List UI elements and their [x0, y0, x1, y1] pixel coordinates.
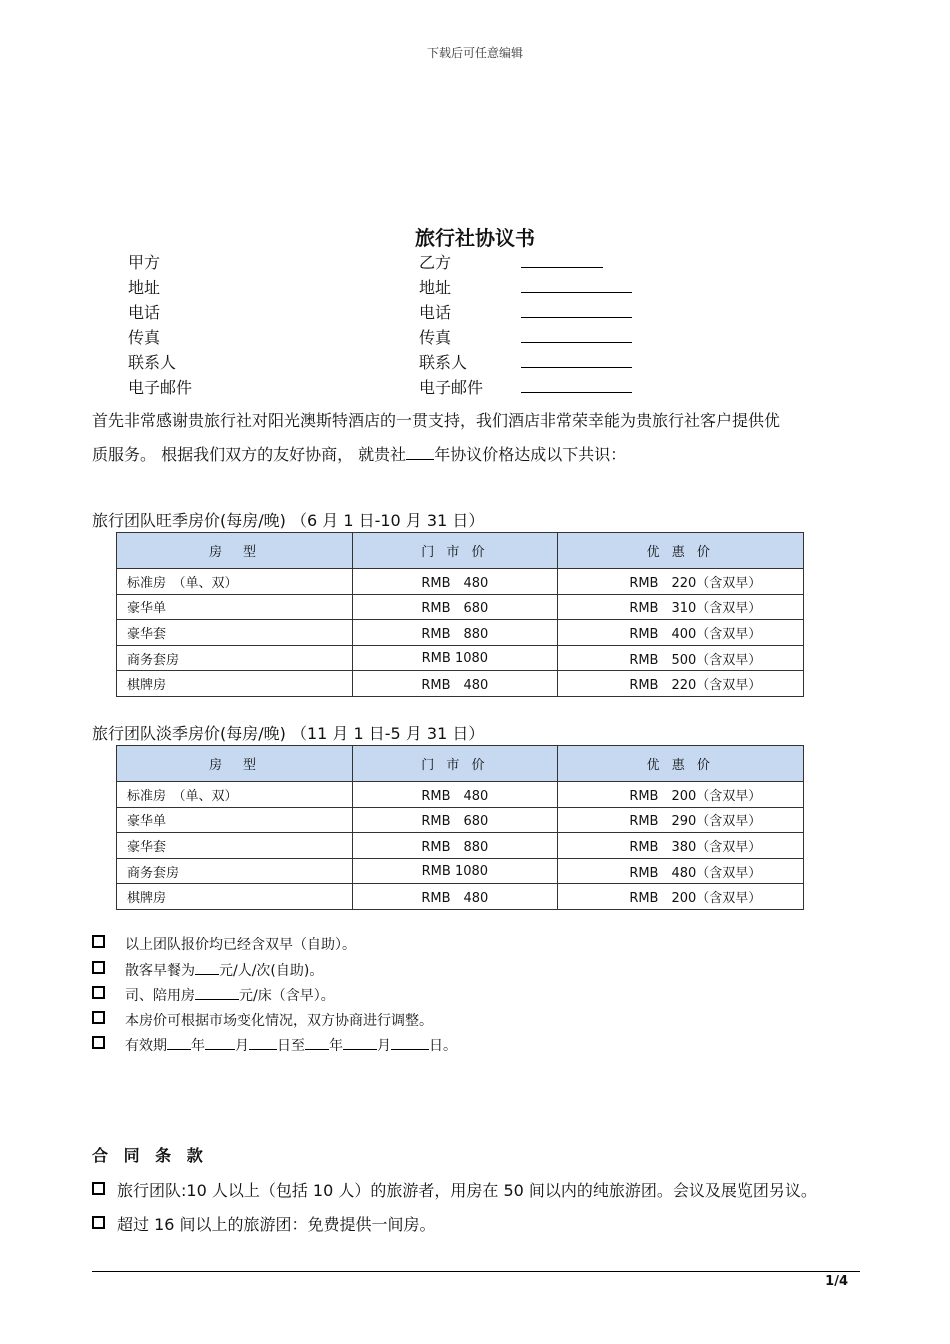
valid-from-year-blank[interactable]	[167, 1037, 191, 1050]
note-driver-room-label: 司、陪用房	[125, 988, 195, 1004]
party-b-address-blank[interactable]	[521, 292, 632, 293]
rack-rate-cell: RMB 480	[353, 884, 558, 910]
discount-rate-cell: RMB 220（含双早）	[557, 569, 803, 595]
room-type-cell: 商务套房	[117, 858, 353, 884]
checkbox-bullet-icon	[92, 1011, 105, 1024]
discount-rate-cell: RMB 500（含双早）	[557, 645, 803, 671]
month-label: 月	[377, 1038, 391, 1054]
header-room-type: 房 型	[117, 746, 353, 782]
discount-rate-cell: RMB 200（含双早）	[557, 782, 803, 808]
checkbox-bullet-icon	[92, 935, 105, 948]
note-walkin-breakfast-label: 散客早餐为	[125, 963, 195, 979]
discount-rate-cell: RMB 400（含双早）	[557, 620, 803, 646]
party-b-fax-label: 传真	[419, 328, 452, 347]
list-item	[92, 1178, 817, 1201]
party-a-contact-label: 联系人	[128, 353, 177, 372]
agreement-year-blank[interactable]	[406, 445, 434, 460]
day-to-label: 日至	[277, 1038, 305, 1054]
party-b-phone-label: 电话	[419, 303, 452, 322]
party-b-name-blank[interactable]	[521, 267, 603, 268]
party-b-contact-blank[interactable]	[521, 367, 632, 368]
rack-rate-cell: RMB 1080	[353, 858, 558, 884]
rack-rate-cell: RMB 680	[353, 807, 558, 833]
list-item	[92, 985, 335, 1005]
discount-rate-cell: RMB 220（含双早）	[557, 671, 803, 697]
table-header-row	[117, 533, 804, 569]
header-room-type: 房 型	[117, 533, 353, 569]
valid-to-year-blank[interactable]	[305, 1037, 329, 1050]
checkbox-bullet-icon	[92, 1182, 105, 1195]
peak-season-table	[116, 532, 804, 697]
list-item	[92, 960, 323, 980]
discount-rate-cell: RMB 380（含双早）	[557, 833, 803, 859]
table-row	[117, 671, 804, 697]
party-b-label: 乙方	[419, 253, 452, 272]
rack-rate-cell: RMB 480	[353, 671, 558, 697]
page-number: 1/4	[825, 1274, 848, 1289]
room-type-cell: 豪华单	[117, 594, 353, 620]
intro-line-2-pre: 质服务。 根据我们双方的友好协商， 就贵社	[92, 445, 407, 464]
room-type-cell: 标准房 （单、双）	[117, 569, 353, 595]
intro-line-2-post: 年协议价格达成以下共识：	[434, 445, 627, 464]
document-title: 旅行社协议书	[415, 226, 535, 250]
header-rack-rate: 门 市 价	[353, 746, 558, 782]
party-b-phone-blank[interactable]	[521, 317, 632, 318]
room-type-cell: 豪华单	[117, 807, 353, 833]
checkbox-bullet-icon	[92, 1036, 105, 1049]
header-note: 下载后可任意编辑	[426, 46, 523, 60]
header-discount-rate: 优 惠 价	[557, 533, 803, 569]
list-item	[92, 1035, 457, 1055]
header-rack-rate: 门 市 价	[353, 533, 558, 569]
discount-rate-cell: RMB 290（含双早）	[557, 807, 803, 833]
checkbox-bullet-icon	[92, 986, 105, 999]
rack-rate-cell: RMB 480	[353, 569, 558, 595]
checkbox-bullet-icon	[92, 961, 105, 974]
table-row	[117, 807, 804, 833]
party-a-address-label: 地址	[128, 278, 161, 297]
room-type-cell: 豪华套	[117, 833, 353, 859]
off-peak-season-caption: 旅行团队淡季房价(每房/晚) （11 月 1 日-5 月 31 日）	[92, 724, 485, 743]
discount-rate-cell: RMB 200（含双早）	[557, 884, 803, 910]
table-row	[117, 620, 804, 646]
intro-line-2	[92, 438, 862, 472]
rack-rate-cell: RMB 480	[353, 782, 558, 808]
rack-rate-cell: RMB 680	[353, 594, 558, 620]
table-header-row	[117, 746, 804, 782]
rack-rate-cell: RMB 880	[353, 833, 558, 859]
party-a-fax-label: 传真	[128, 328, 161, 347]
footer-divider	[92, 1271, 860, 1272]
valid-from-month-blank[interactable]	[205, 1037, 235, 1050]
breakfast-price-blank[interactable]	[195, 962, 219, 975]
day-label: 日。	[429, 1038, 457, 1054]
room-type-cell: 棋牌房	[117, 671, 353, 697]
table-row	[117, 782, 804, 808]
table-row	[117, 645, 804, 671]
list-item	[92, 1212, 436, 1235]
table-row	[117, 833, 804, 859]
valid-to-day-blank[interactable]	[391, 1037, 429, 1050]
room-type-cell: 棋牌房	[117, 884, 353, 910]
discount-rate-cell: RMB 310（含双早）	[557, 594, 803, 620]
note-walkin-breakfast-unit: 元/人/次(自助)。	[219, 963, 324, 979]
year-label: 年	[329, 1038, 343, 1054]
party-b-email-label: 电子邮件	[419, 378, 484, 397]
clause-tour-group-definition: 旅行团队:10 人以上（包括 10 人）的旅游者，用房在 50 间以内的纯旅游团。会议及展览团另议。	[117, 1181, 817, 1200]
section-title-contract-terms: 合 同 条 款	[92, 1146, 208, 1165]
table-row	[117, 858, 804, 884]
note-breakfast-included: 以上团队报价均已经含双早（自助）。	[125, 937, 356, 953]
month-label: 月	[235, 1038, 249, 1054]
party-b-email-blank[interactable]	[521, 392, 632, 393]
valid-from-day-blank[interactable]	[249, 1037, 277, 1050]
peak-season-caption: 旅行团队旺季房价(每房/晚) （6 月 1 日-10 月 31 日）	[92, 511, 485, 530]
intro-paragraph	[92, 404, 862, 472]
table-row	[117, 884, 804, 910]
clause-free-room: 超过 16 间以上的旅游团：免费提供一间房。	[117, 1215, 436, 1234]
note-price-adjustment: 本房价可根据市场变化情况，双方协商进行调整。	[125, 1013, 433, 1029]
intro-line-1: 首先非常感谢贵旅行社对阳光澳斯特酒店的一贯支持，我们酒店非常荣幸能为贵旅行社客户提供优	[92, 411, 781, 430]
valid-to-month-blank[interactable]	[343, 1037, 377, 1050]
party-a-label: 甲方	[128, 253, 161, 272]
checkbox-bullet-icon	[92, 1216, 105, 1229]
list-item	[92, 934, 356, 954]
rack-rate-cell: RMB 880	[353, 620, 558, 646]
note-validity-label: 有效期	[125, 1038, 167, 1054]
header-discount-rate: 优 惠 价	[557, 746, 803, 782]
table-row	[117, 569, 804, 595]
party-a-email-label: 电子邮件	[128, 378, 193, 397]
driver-room-price-blank[interactable]	[195, 987, 239, 1000]
year-label: 年	[191, 1038, 205, 1054]
party-b-contact-label: 联系人	[419, 353, 468, 372]
table-row	[117, 594, 804, 620]
room-type-cell: 商务套房	[117, 645, 353, 671]
party-a-phone-label: 电话	[128, 303, 161, 322]
rack-rate-cell: RMB 1080	[353, 645, 558, 671]
party-b-fax-blank[interactable]	[521, 342, 632, 343]
room-type-cell: 豪华套	[117, 620, 353, 646]
off-peak-season-table	[116, 745, 804, 910]
note-driver-room-unit: 元/床（含早）。	[239, 988, 335, 1004]
room-type-cell: 标准房 （单、双）	[117, 782, 353, 808]
list-item	[92, 1010, 433, 1030]
party-b-address-label: 地址	[419, 278, 452, 297]
discount-rate-cell: RMB 480（含双早）	[557, 858, 803, 884]
